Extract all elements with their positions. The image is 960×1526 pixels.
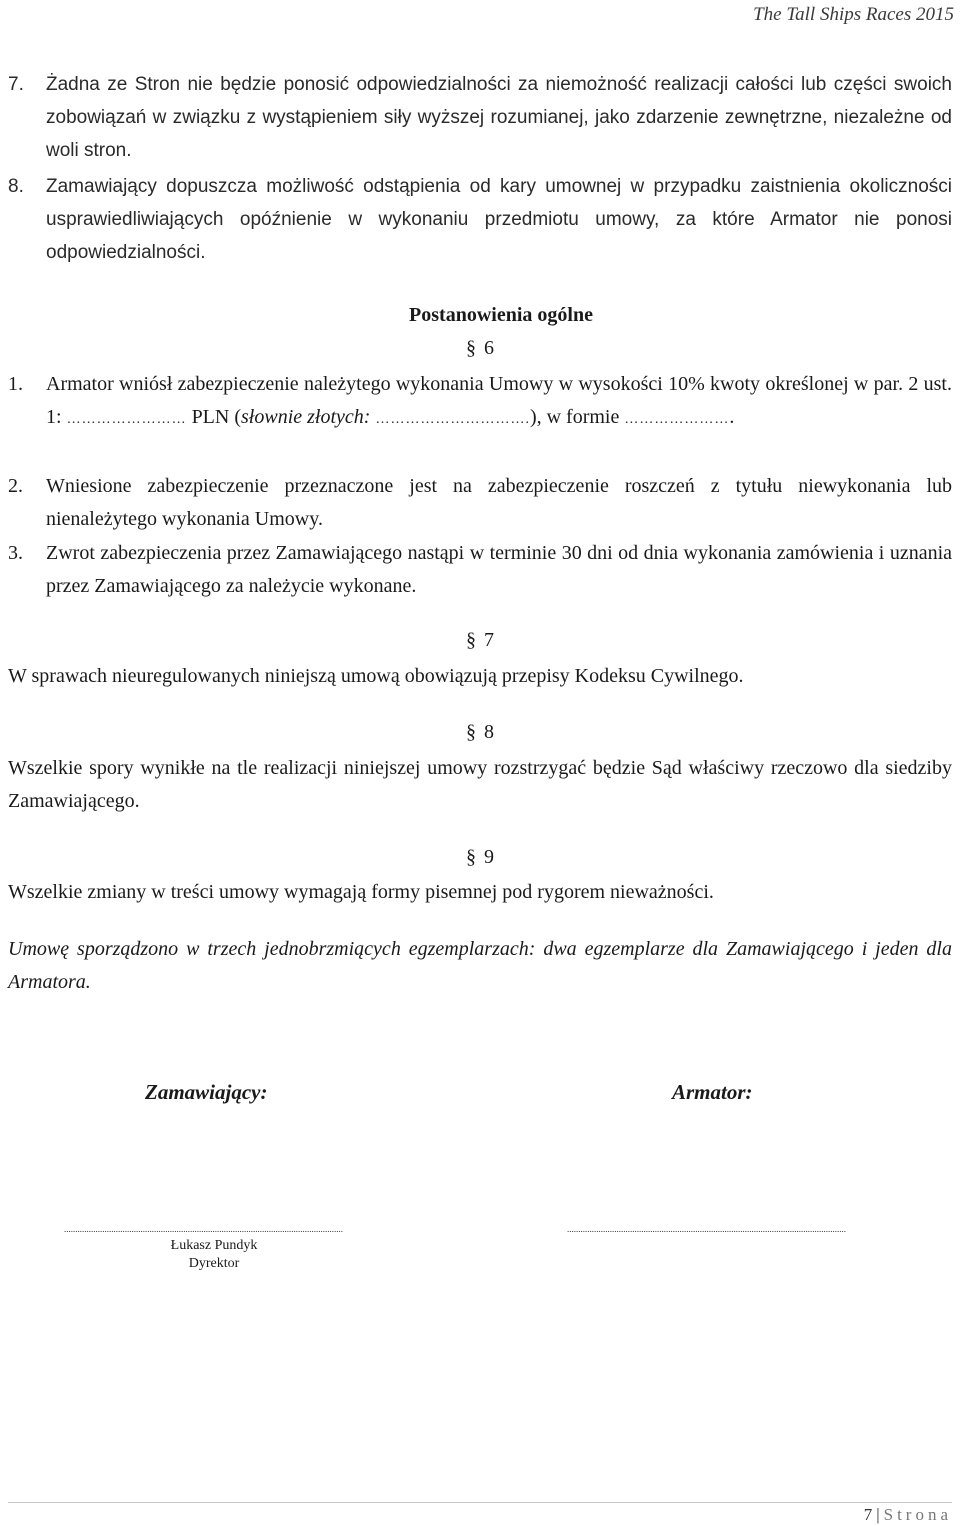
item-text: Zwrot zabezpieczenia przez Zamawiającego nastąpi w terminie 30 dni od dnia wykonania zamówienia i uznania przez Zamawiającego za należycie wykonane. — [46, 542, 952, 597]
section-number: 7 — [484, 629, 494, 651]
general-item-2 — [8, 470, 952, 536]
item-number: 3. — [8, 542, 23, 564]
footer-divider — [8, 1502, 952, 1503]
item-number: 2. — [8, 475, 23, 497]
section-heading: Postanowienia ogólne — [409, 304, 593, 326]
item-text-part: ), w formie — [529, 406, 620, 428]
section-9-text: Wszelkie zmiany w treści umowy wymagają formy pisemnej pod rygorem nieważności. — [8, 881, 714, 903]
section-number: 8 — [484, 721, 494, 743]
section-number: 9 — [484, 846, 494, 868]
item-text-italic: słownie złotych: — [241, 406, 371, 428]
section-symbol: § — [466, 337, 476, 359]
clause-text: Żadna ze Stron nie będzie ponosić odpowiedzialności za niemożność realizacji całości lub części swoich zobowiązań w związku z wystąpieniem siły wyższej rozumianej, jako zdarzenie zewnętrzne, niezależne od woli stron. — [46, 74, 952, 161]
section-7-marker — [466, 629, 494, 652]
section-8-marker — [466, 721, 494, 744]
item-text-part: Armator wniósł zabezpieczenie należytego wykonania Umowy w wysokości 10% kwoty określonej w par. 2 ust. 1: — [46, 373, 952, 428]
clause-number: 7. — [8, 74, 24, 95]
fill-blank-form: ………………… — [624, 412, 730, 427]
section-9-marker — [466, 846, 494, 869]
page-footer — [864, 1505, 952, 1525]
section-8-text: Wszelkie spory wynikłe na tle realizacji niniejszej umowy rozstrzygać będzie Sąd właściwy rzeczowo dla siedziby Zamawiającego. — [8, 757, 952, 812]
item-number: 1. — [8, 373, 23, 395]
footer-separator: | — [876, 1505, 880, 1524]
page-label: Strona — [883, 1505, 952, 1524]
section-symbol: § — [466, 846, 476, 868]
clause-text: Zamawiający dopuszcza możliwość odstąpienia od kary umownej w przypadku zaistnienia okoliczności usprawiedliwiających opóźnienie w wykonaniu przedmiotu umowy, za które Armator nie ponosi odpowiedzialności. — [46, 176, 952, 263]
fill-blank-words: …………………………. — [375, 412, 530, 427]
section-7-text: W sprawach nieuregulowanych niniejszą umową obowiązują przepisy Kodeksu Cywilnego. — [8, 665, 744, 687]
signatory-name: Łukasz Pundyk — [170, 1238, 258, 1253]
item-text-part: PLN ( — [191, 406, 242, 428]
fill-blank-amount: …………………… — [66, 412, 187, 427]
signature-line-client: ............................................................................................................................ — [64, 1224, 343, 1234]
signature-label-owner: Armator: — [672, 1080, 753, 1104]
clause-number: 8. — [8, 176, 24, 197]
section-number: 6 — [484, 337, 494, 359]
section-symbol: § — [466, 629, 476, 651]
general-item-1 — [8, 368, 952, 436]
item-text: Wniesione zabezpieczenie przeznaczone jest na zabezpieczenie roszczeń z tytułu niewykonania lub nienależytego wykonania Umowy. — [46, 475, 952, 530]
signature-label-client: Zamawiający: — [145, 1080, 268, 1104]
signatory-role: Dyrektor — [188, 1256, 240, 1271]
item-text-part: . — [729, 406, 735, 428]
general-item-3 — [8, 537, 952, 603]
item-text — [46, 368, 952, 436]
section-6-marker — [466, 337, 494, 360]
running-header: The Tall Ships Races 2015 — [753, 4, 954, 25]
clause-8 — [8, 170, 952, 269]
signature-line-owner: ............................................................................................................................ — [567, 1224, 846, 1234]
clause-7 — [8, 68, 952, 167]
page-number: 7 — [863, 1505, 873, 1524]
section-symbol: § — [466, 721, 476, 743]
closing-statement: Umowę sporządzono w trzech jednobrzmiących egzemplarzach: dwa egzemplarze dla Zamawiającego i jeden dla Armatora. — [8, 938, 952, 993]
